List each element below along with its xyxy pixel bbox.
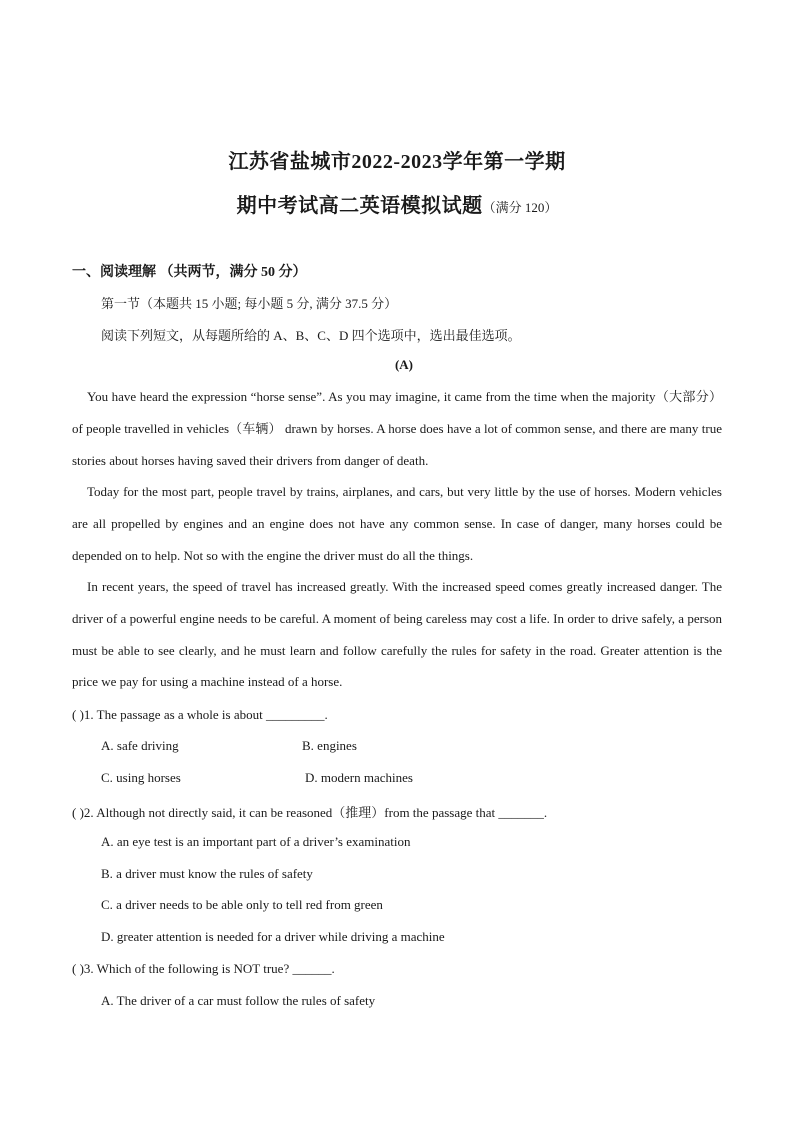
- passage-paragraph-2: Today for the most part, people travel by trains, airplanes, and cars, but very little by the use of horses. Modern vehicles are all propelled by engines and an engine does not have any common sense. In case of danger, many horses could be depended on to help. Not so with the engine the driver must do all the things.: [72, 484, 722, 563]
- question-2-stem: ( )2. Although not directly said, it can be reasoned（推理）from the passage that _______.: [72, 805, 548, 820]
- question-2-option-b: B. a driver must know the rules of safety: [101, 866, 313, 881]
- passage-paragraph-3: In recent years, the speed of travel has increased greatly. With the increased speed comes greatly increased danger. The driver of a powerful engine needs to be careful. A moment of being careless may cost a life. In order to drive safely, a person must be able to see clearly, and he must learn and follow carefully the rules for safety in the road. Greater attention is the price we pay for using a machine instead of a horse.: [72, 579, 722, 690]
- question-1-option-c: C. using horses: [101, 770, 181, 785]
- full-score-note: （满分 120）: [482, 200, 558, 215]
- question-2-option-c: C. a driver needs to be able only to tell red from green: [101, 897, 383, 912]
- exam-title-text: 期中考试高二英语模拟试题: [236, 195, 483, 217]
- section-heading: 一、阅读理解 （共两节，满分 50 分）: [72, 265, 307, 280]
- question-1-option-b: B. engines: [302, 738, 357, 753]
- part-description: 第一节（本题共 15 小题; 每小题 5 分, 满分 37.5 分）: [101, 296, 398, 311]
- question-2-option-d: D. greater attention is needed for a driver while driving a machine: [101, 929, 445, 944]
- question-3-stem: ( )3. Which of the following is NOT true? ______.: [72, 961, 335, 976]
- passage-paragraph-1: You have heard the expression “horse sense”. As you may imagine, it came from the time when the majority（大部分） of people travelled in vehicles（车辆） drawn by horses. A horse does have a lot of common sense, and there are many true stories about horses having saved their drivers from danger of death.: [72, 389, 722, 468]
- question-1-option-d: D. modern machines: [305, 770, 413, 785]
- exam-title-line2: [0, 189, 794, 218]
- exam-title-line1: 江苏省盐城市2022-2023学年第一学期: [228, 151, 566, 173]
- question-2-option-a: A. an eye test is an important part of a driver’s examination: [101, 834, 411, 849]
- question-3-option-a: A. The driver of a car must follow the rules of safety: [101, 993, 376, 1008]
- passage-label: (A): [394, 357, 414, 372]
- question-1-option-a: A. safe driving: [101, 738, 179, 753]
- question-1-stem: ( )1. The passage as a whole is about _________.: [72, 707, 328, 722]
- reading-instruction: 阅读下列短文，从每题所给的 A、B、C、D 四个选项中，选出最佳选项。: [101, 328, 521, 343]
